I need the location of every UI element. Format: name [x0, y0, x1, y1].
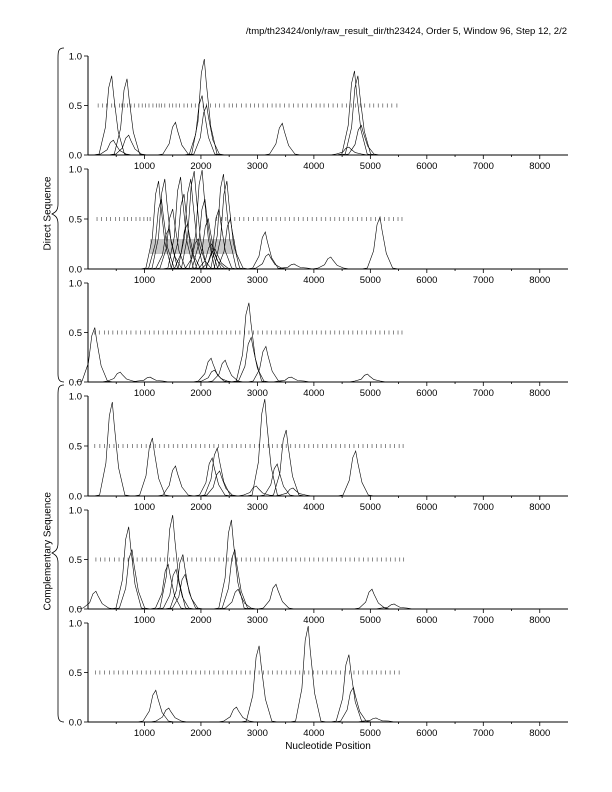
peak-trace [246, 232, 284, 269]
peak-trace [272, 377, 310, 382]
y-tick-label: 0.0 [68, 264, 82, 276]
panel-6 [69, 619, 568, 740]
peak-trace [353, 589, 391, 609]
y-tick-label: 1.0 [68, 505, 82, 517]
peak-trace [193, 458, 231, 496]
x-axis-label: Nucleotide Position [285, 741, 371, 752]
x-tick-label: 5000 [359, 388, 381, 399]
direct-sequence-brace [52, 48, 64, 382]
x-tick-label: 2000 [190, 615, 212, 626]
x-tick-label: 1000 [133, 275, 156, 286]
x-tick-label: 2000 [190, 161, 212, 172]
peak-trace [94, 140, 132, 155]
peak-trace [164, 555, 202, 610]
x-tick-label: 2000 [190, 388, 212, 399]
peak-trace [216, 550, 254, 609]
peak-trace [275, 264, 313, 269]
x-tick-label: 6000 [416, 275, 438, 286]
peak-trace [93, 402, 131, 496]
x-tick-label: 4000 [303, 388, 325, 399]
peak-trace [110, 527, 148, 609]
peak-trace [247, 346, 285, 382]
peak-trace [110, 135, 148, 155]
x-tick-label: 5000 [359, 161, 381, 172]
panel-5 [69, 506, 568, 627]
x-tick-label: 3000 [246, 502, 268, 513]
peak-trace [196, 370, 234, 382]
peak-trace [150, 708, 188, 722]
peak-trace [337, 451, 375, 496]
x-tick-label: 4000 [303, 275, 325, 286]
x-tick-label: 4000 [303, 502, 325, 513]
peak-trace [258, 464, 296, 496]
panel-2 [69, 165, 568, 287]
peak-trace [140, 181, 178, 269]
x-tick-label: 8000 [529, 275, 551, 286]
x-tick-label: 3000 [246, 728, 268, 739]
x-tick-label: 1000 [133, 728, 156, 739]
x-tick-label: 4000 [303, 161, 325, 172]
x-tick-label: 1000 [133, 388, 156, 399]
x-tick-label: 5000 [359, 502, 381, 513]
panel-1 [69, 52, 568, 173]
x-tick-label: 6000 [416, 728, 438, 739]
peak-trace [154, 515, 192, 609]
peak-trace [137, 690, 175, 722]
peak-trace [146, 179, 184, 269]
peak-trace [349, 374, 387, 382]
x-tick-label: 3000 [246, 615, 268, 626]
peak-trace [342, 125, 380, 155]
peak-trace [188, 106, 226, 156]
x-tick-label: 6000 [416, 388, 438, 399]
direct-sequence-label: Direct Sequence [42, 176, 54, 251]
x-tick-label: 1000 [133, 161, 156, 172]
y-tick-label: 1.0 [68, 164, 82, 176]
peak-trace [198, 448, 236, 496]
x-tick-label: 7000 [472, 728, 494, 739]
x-tick-label: 3000 [246, 275, 268, 286]
x-tick-label: 5000 [359, 615, 381, 626]
y-tick-label: 1.0 [68, 51, 82, 63]
x-tick-label: 6000 [416, 615, 438, 626]
x-tick-label: 2000 [190, 275, 212, 286]
complementary-sequence-brace [52, 385, 64, 722]
x-tick-label: 4000 [303, 728, 325, 739]
y-tick-label: 0.0 [68, 150, 82, 162]
peak-trace [312, 257, 350, 269]
y-tick-label: 0.0 [68, 491, 82, 503]
y-tick-label: 0.5 [68, 441, 82, 453]
x-tick-label: 8000 [529, 615, 551, 626]
peak-trace [93, 76, 131, 155]
peak-trace [257, 584, 295, 609]
peak-trace [361, 217, 399, 269]
x-tick-label: 7000 [472, 615, 494, 626]
y-tick-label: 0.0 [68, 717, 82, 729]
complementary-sequence-label: Complementary Sequence [42, 492, 54, 611]
x-tick-label: 3000 [246, 388, 268, 399]
peak-trace [237, 486, 275, 496]
peak-trace [218, 707, 256, 722]
x-tick-label: 5000 [359, 728, 381, 739]
peak-trace [274, 488, 312, 496]
y-tick-label: 0.5 [68, 668, 82, 679]
x-tick-label: 6000 [416, 161, 438, 172]
y-tick-label: 0.5 [68, 555, 82, 566]
x-tick-label: 7000 [472, 275, 494, 286]
peak-trace [133, 438, 171, 496]
peak-trace [192, 358, 230, 382]
x-tick-label: 2000 [190, 502, 212, 513]
x-tick-label: 1000 [133, 615, 156, 626]
x-tick-label: 1000 [133, 502, 156, 513]
peak-trace [267, 430, 305, 496]
peak-trace [157, 122, 195, 155]
panel-4 [69, 392, 568, 514]
peak-trace [77, 591, 115, 609]
peak-trace [250, 254, 288, 269]
x-tick-label: 5000 [359, 275, 381, 286]
x-tick-label: 6000 [416, 502, 438, 513]
peak-trace [157, 466, 195, 496]
x-tick-label: 7000 [472, 388, 494, 399]
y-tick-label: 0.5 [68, 214, 82, 226]
y-tick-label: 1.0 [68, 618, 82, 630]
x-tick-label: 4000 [303, 615, 325, 626]
y-tick-label: 0.0 [68, 377, 82, 389]
x-tick-label: 8000 [529, 728, 551, 739]
peak-trace [330, 655, 368, 722]
peak-trace [149, 565, 187, 610]
x-tick-label: 8000 [529, 388, 551, 399]
y-tick-label: 1.0 [68, 278, 82, 290]
x-tick-label: 8000 [529, 502, 551, 513]
peak-trace [240, 646, 278, 722]
peak-trace [334, 687, 372, 722]
peak-trace [108, 79, 146, 155]
x-tick-label: 3000 [246, 161, 268, 172]
peak-trace [336, 71, 374, 155]
peak-trace [246, 399, 284, 496]
plot-header: /tmp/th23424/only/raw_result_dir/th23424, Order 5, Window 96, Step 12, 2/2 [245, 26, 567, 37]
x-tick-label: 7000 [472, 161, 494, 172]
y-tick-label: 0.0 [68, 604, 82, 616]
y-tick-label: 1.0 [68, 391, 82, 403]
x-tick-label: 7000 [472, 502, 494, 513]
x-tick-label: 2000 [190, 728, 212, 739]
panels-root [69, 52, 568, 740]
peak-trace [263, 123, 301, 155]
x-tick-label: 8000 [529, 161, 551, 172]
peak-trace [131, 377, 169, 382]
y-tick-label: 0.5 [68, 101, 82, 112]
peak-trace [201, 471, 239, 496]
y-tick-label: 0.5 [68, 328, 82, 339]
panel-3 [69, 279, 568, 400]
